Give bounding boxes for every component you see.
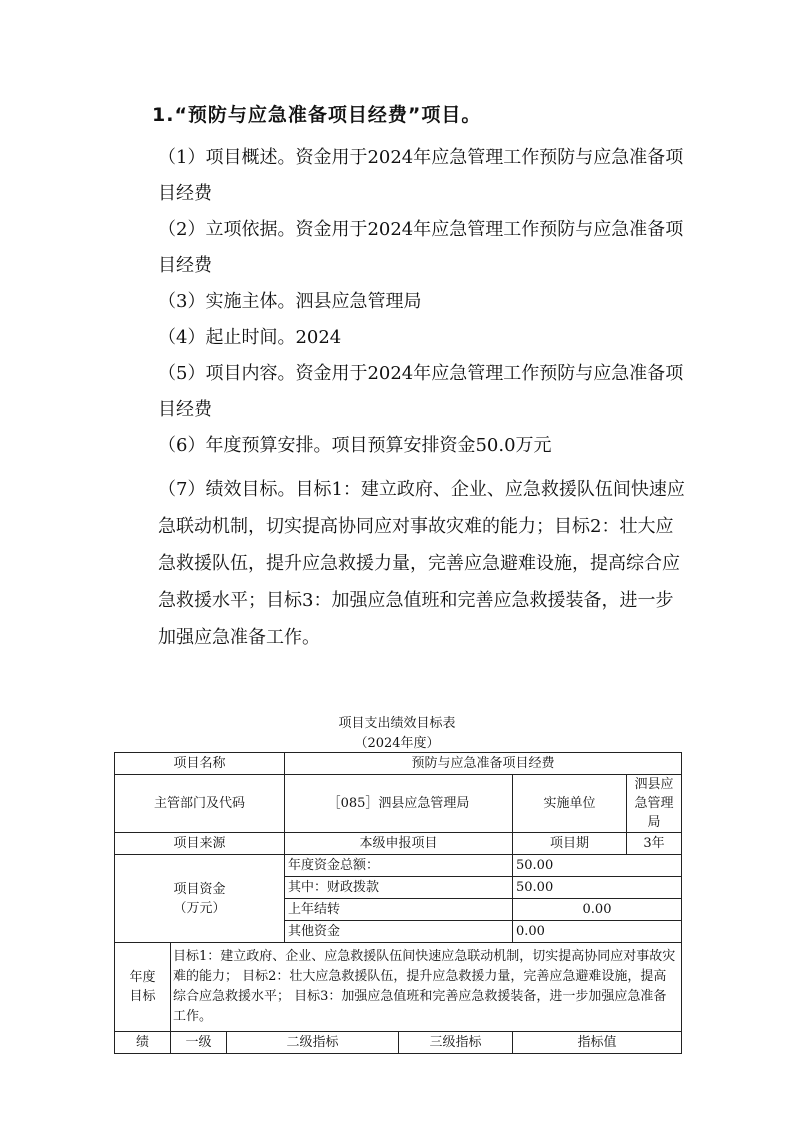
source-label: 项目来源 (115, 833, 285, 855)
project-name: 预防与应急准备项目经费 (285, 753, 682, 775)
period-value: 3年 (627, 833, 682, 855)
other-value: 0.00 (513, 921, 682, 943)
table-row (115, 753, 682, 775)
annual-total-value: 50.00 (513, 855, 682, 877)
item-budget: （6）年度预算安排。项目预算安排资金50.0万元 (158, 435, 552, 456)
goal-text: 目标1：建立政府、企业、应急救援队伍间快速应急联动机制，切实提高协同应对事故灾难的能力； 目标2：壮大应急救援队伍，提升应急救援力量，完善应急避难设施，提高综合应急救援水平； 目标3：加强应急值班和完善应急救援装备，进一步加强应急准备工作。 (171, 943, 682, 1032)
fiscal-label: 其中：财政拨款 (285, 877, 513, 899)
period-label: 项目期 (513, 833, 627, 855)
table-row (115, 943, 682, 1032)
project-name-label: 项目名称 (115, 753, 285, 775)
item-content: （5）项目内容。资金用于2024年应急管理工作预防与应急准备项目经费 (158, 363, 684, 420)
table-row (115, 855, 682, 877)
goal-label: 年度 目标 (115, 943, 171, 1032)
section-heading: 1.“预防与应急准备项目经费”项目。 (152, 104, 482, 126)
carryover-value: 0.00 (513, 899, 682, 921)
annual-total-label: 年度资金总额： (285, 855, 513, 877)
impl-value: 泗县应急管理局 (627, 775, 682, 833)
dept-value: ［085］泗县应急管理局 (285, 775, 513, 833)
carryover-label: 上年结转 (285, 899, 513, 921)
table-title: 项目支出绩效目标表 (338, 716, 456, 731)
item-implementer: （3）实施主体。泗县应急管理局 (158, 291, 422, 312)
header-level3: 三级指标 (399, 1032, 513, 1054)
table-row (115, 775, 682, 833)
item-period: （4）起止时间。2024 (158, 327, 342, 348)
funds-label: 项目资金 （万元） (115, 855, 285, 943)
impl-label: 实施单位 (513, 775, 627, 833)
table-row (115, 833, 682, 855)
header-level2: 二级指标 (227, 1032, 399, 1054)
source-value: 本级申报项目 (285, 833, 513, 855)
other-label: 其他资金 (285, 921, 513, 943)
fiscal-value: 50.00 (513, 877, 682, 899)
table-row (115, 1032, 682, 1054)
dept-label: 主管部门及代码 (115, 775, 285, 833)
table-subtitle: （2024年度） (354, 736, 440, 751)
header-perf: 绩 (115, 1032, 171, 1054)
header-level1: 一级 (171, 1032, 227, 1054)
item-goals: （7）绩效目标。目标1：建立政府、企业、应急救援队伍间快速应急联动机制，切实提高协同应对事故灾难的能力；目标2：壮大应急救援队伍，提升应急救援力量，完善应急避难设施，提高综合应急救援水平；目标3：加强应急值班和完善应急救援装备，进一步加强应急准备工作。 (158, 479, 685, 648)
performance-table (114, 752, 682, 1054)
item-overview: （1）项目概述。资金用于2024年应急管理工作预防与应急准备项目经费 (158, 147, 684, 204)
item-basis: （2）立项依据。资金用于2024年应急管理工作预防与应急准备项目经费 (158, 219, 684, 276)
header-value: 指标值 (513, 1032, 682, 1054)
